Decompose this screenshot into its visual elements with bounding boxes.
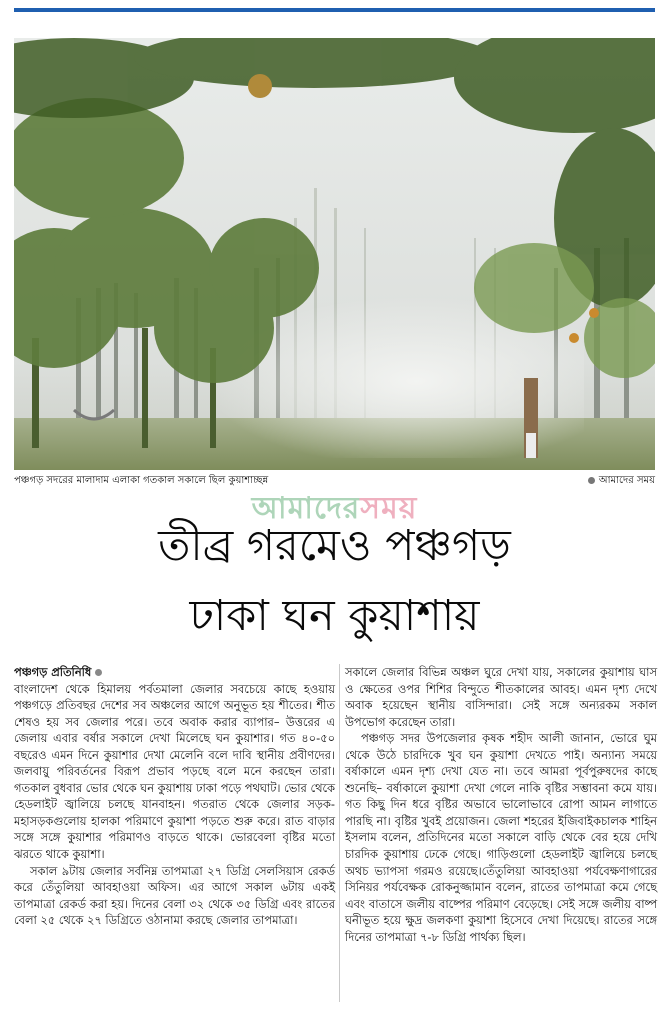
byline-dot-icon xyxy=(95,669,102,676)
bullet-dot-icon xyxy=(588,477,595,484)
byline-text: পঞ্চগড় প্রতিনিধি xyxy=(14,665,92,679)
top-rule xyxy=(14,8,655,12)
article-paragraph: সকালে জেলার বিভিন্ন অঞ্চল ঘুরে দেখা যায়, সকালের কুয়াশায় ঘাস ও ক্ষেতের ওপর শিশির বিন্দুতে শীতকালের আবহ। এমন দৃশ্য দেখে অবাক হয়েছেন স্থানীয় বাসিন্দারা। সেই সঙ্গে অন্যরকম সকাল উপভোগ করেছেন তারা। xyxy=(345,665,657,729)
article-paragraph: পঞ্চগড় সদর উপজেলার কৃষক শহীদ আলী জানান, ভোরে ঘুম থেকে উঠে চারদিকে খুব ঘন কুয়াশা দেখতে পাই। অন্যান্য সময়ে বর্ষাকালে এমন দৃশ্য দেখা যেত না। তবে আমরা পূর্বপুরুষদের কাছে শুনেছি– বর্ষাকালে কুয়াশা দেখা গেলে নাকি বৃষ্টির সম্ভাবনা কমে যায়। গত কিছু দিন ধরে বৃষ্টির অভাবে ভালোভাবে রোপা আমন লাগাতে পারছি না। বৃষ্টির খুবই প্রয়োজন। জেলা শহরের ইজিবাইকচালক শাহিন ইসলাম বলেন, প্রতিদিনের মতো সকালে বাড়ি থেকে বের হয়ে দেখি চারদিক কুয়াশায় ঢেকে গেছে। গাড়িগুলো হেডলাইট জ্বালিয়ে চলছে অথচ ভ্যাপসা গরমও রয়েছে।তেঁতুলিয়া আবহাওয়া পর্যবেক্ষণাগারের সিনিয়র পর্যবেক্ষক রোকনুজ্জামান বলেন, রাতের তাপমাত্রা কমে গেছে এবং বাতাসে জলীয় বাষ্পের পরিমাণ বেড়েছে। সেই সঙ্গে জলীয় বাষ্প ঘনীভূত হয়ে ক্ষুদ্র জলকণা কুয়াশা হিসেবে দেখা দিয়েছে। রাতের সঙ্গে দিনের তাপমাত্রা ৭-৮ ডিগ্রি পার্থক্য ছিল। xyxy=(345,731,657,944)
headline-line1: তীব্র গরমেও পঞ্চগড় xyxy=(158,521,511,571)
article-paragraph: বাংলাদেশ থেকে হিমালয় পর্বতমালা জেলার সবচেয়ে কাছে হওয়ায় পঞ্চগড়ে প্রতিবছর দেশের সব অঞ্চলের আগে অনুভূত হয় শীতের। শীত শেষও হয় সব জেলার পরে। তবে অবাক করার ব্যাপার– উত্তরের এ জেলায় এবার বর্ষার সকালে দেখা মিলেছে ঘন কুয়াশার। গত ৪০-৫০ বছরেও এমন দিনে কুয়াশার দেখা মেলেনি বলে দাবি স্থানীয় প্রবীণদের। জলবায়ু পরিবর্তনের বিরূপ প্রভাব পড়ছে বলে মনে করছেন তারা। গতকাল বুধবার ভোর থেকে ঘন কুয়াশায় ঢাকা পড়ে পথঘাট। ভোর থেকে হেডলাইট জ্বালিয়ে চলছে যানবাহন। গতরাত থেকে জেলার সড়ক-মহাসড়কগুলোয় হালকা পরিমাণে কুয়াশা পড়তে শুরু করে। রাত বাড়ার সঙ্গে সঙ্গে কুয়াশার পরিমাণও বাড়তে থাকে। ভোরবেলা বৃষ্টির মতো ঝরতে থাকে কুয়াশা। xyxy=(14,681,335,862)
article-column-left xyxy=(14,664,335,929)
byline xyxy=(14,664,335,681)
headline-line2: ঢাকা ঘন কুয়াশায় xyxy=(189,591,480,641)
foggy-orchard-photo xyxy=(14,38,655,470)
article-paragraph: সকাল ৯টায় জেলার সর্বনিম্ন তাপমাত্রা ২৭ ডিগ্রি সেলসিয়াস রেকর্ড করে তেঁতুলিয়া আবহাওয়া অফিস। এর আগে সকাল ৬টায় একই তাপমাত্রা রেকর্ড করা হয়। দিনের বেলা ৩২ থেকে ৩৫ ডিগ্রি এবং রাতের বেলা ২৫ থেকে ২৭ ডিগ্রিতে ওঠানামা করছে জেলার তাপমাত্রা। xyxy=(14,863,335,928)
photo-caption: পঞ্চগড় সদরের মালাদাম এলাকা গতকাল সকালে ছিল কুয়াশাচ্ছন্ন xyxy=(14,475,269,486)
watermark-part1: আমাদের xyxy=(251,491,361,526)
watermark-part2: সময় xyxy=(360,491,418,526)
photo-illustration xyxy=(14,38,655,470)
article-column-right xyxy=(345,664,657,945)
column-divider xyxy=(339,664,340,1002)
photo-credit-text: আমাদের সময় xyxy=(598,475,655,486)
